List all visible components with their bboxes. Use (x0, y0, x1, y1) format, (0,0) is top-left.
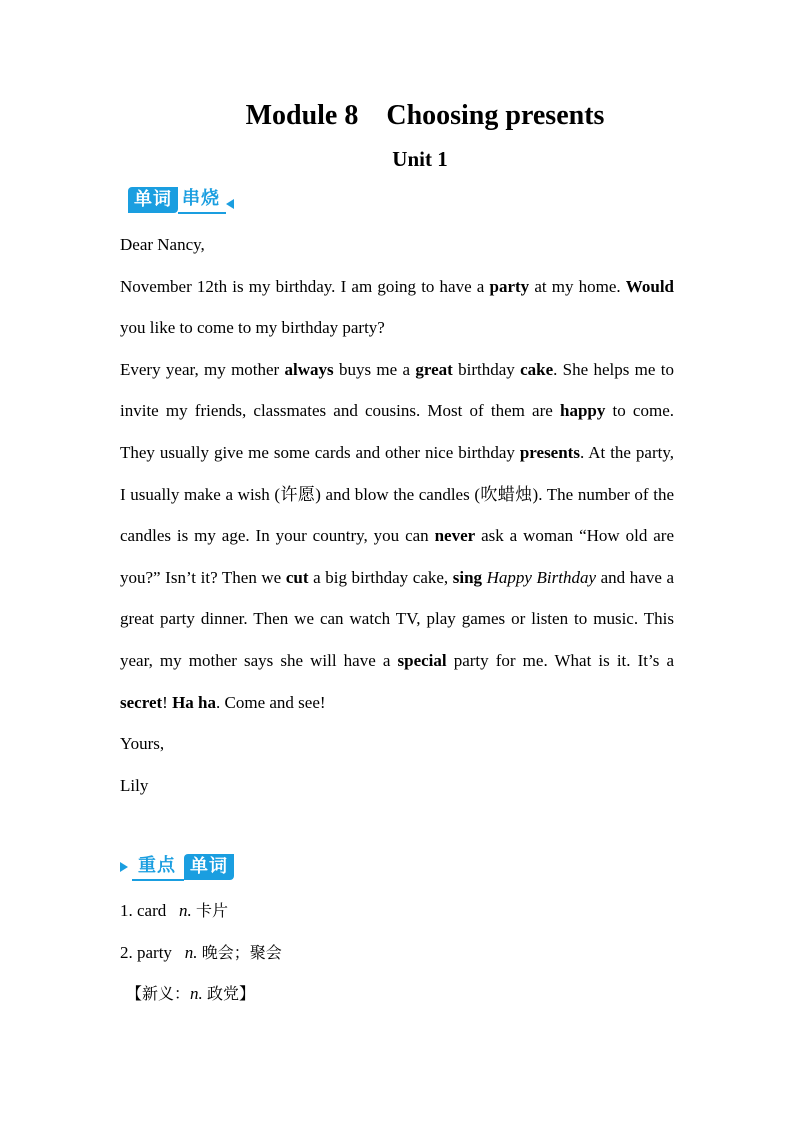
keyword: presents (519, 442, 580, 462)
keyword: special (397, 650, 447, 670)
keyword: Would (625, 276, 674, 296)
badge-label-light: 串烧 (178, 186, 226, 214)
arrow-left-icon (226, 199, 234, 209)
letter-paragraph-1: November 12th is my birthday. I am going to have a party at my home. Would you like to come to my birthday party? (120, 276, 674, 338)
letter-paragraph-2: Every year, my mother always buys me a great birthday cake. She helps me to invite my friends, classmates and cousins. Most of them are happy to come. They usually give me some cards and other nice birthday presents. At the party, I usually make a wish (许愿) and blow the candles (吹蜡烛). The number of the candles is my age. In your country, you can never ask a woman “How old are you?” Isn’t it? Then we cut a big birthday cake, sing Happy Birthday and have a great party dinner. Then we can watch TV, play games or listen to music. This year, my mother says she will have a special party for me. What is it. It’s a secret! Ha ha. Come and see! (120, 359, 674, 712)
keyword: happy (559, 401, 606, 421)
keyword: sing (452, 567, 483, 587)
keyword: never (434, 526, 476, 546)
keyword: secret (120, 692, 163, 712)
keyword: Ha ha (172, 692, 217, 712)
vocab-list (120, 890, 674, 1015)
keyword: cut (285, 567, 309, 587)
keyword: always (284, 359, 334, 379)
keyword: great (415, 359, 453, 379)
letter-body (120, 224, 674, 806)
page-title: Module 8 Choosing presents (245, 100, 605, 131)
letter-greeting: Dear Nancy, (120, 235, 205, 254)
badge-label-light: 重点 (132, 853, 184, 881)
letter-signature: Lily (120, 775, 149, 795)
song-title: Happy Birthday (486, 567, 597, 587)
vocab-item: 1. card n. 卡片 (120, 901, 229, 920)
keyword: cake (520, 359, 554, 379)
unit-title: Unit 1 (392, 147, 448, 171)
badge-label-solid: 单词 (128, 187, 178, 213)
arrow-right-icon (120, 862, 128, 872)
keyword: party (489, 276, 530, 296)
vocab-item: 2. party n. 晚会；聚会 (120, 942, 282, 962)
letter-closing: Yours, (120, 734, 165, 754)
vocab-new-meaning: 【新义：n. 政党】 (126, 984, 256, 1004)
section-badge-key-words (120, 853, 234, 881)
badge-label-solid: 单词 (184, 854, 234, 880)
section-badge-word-story (128, 186, 234, 214)
